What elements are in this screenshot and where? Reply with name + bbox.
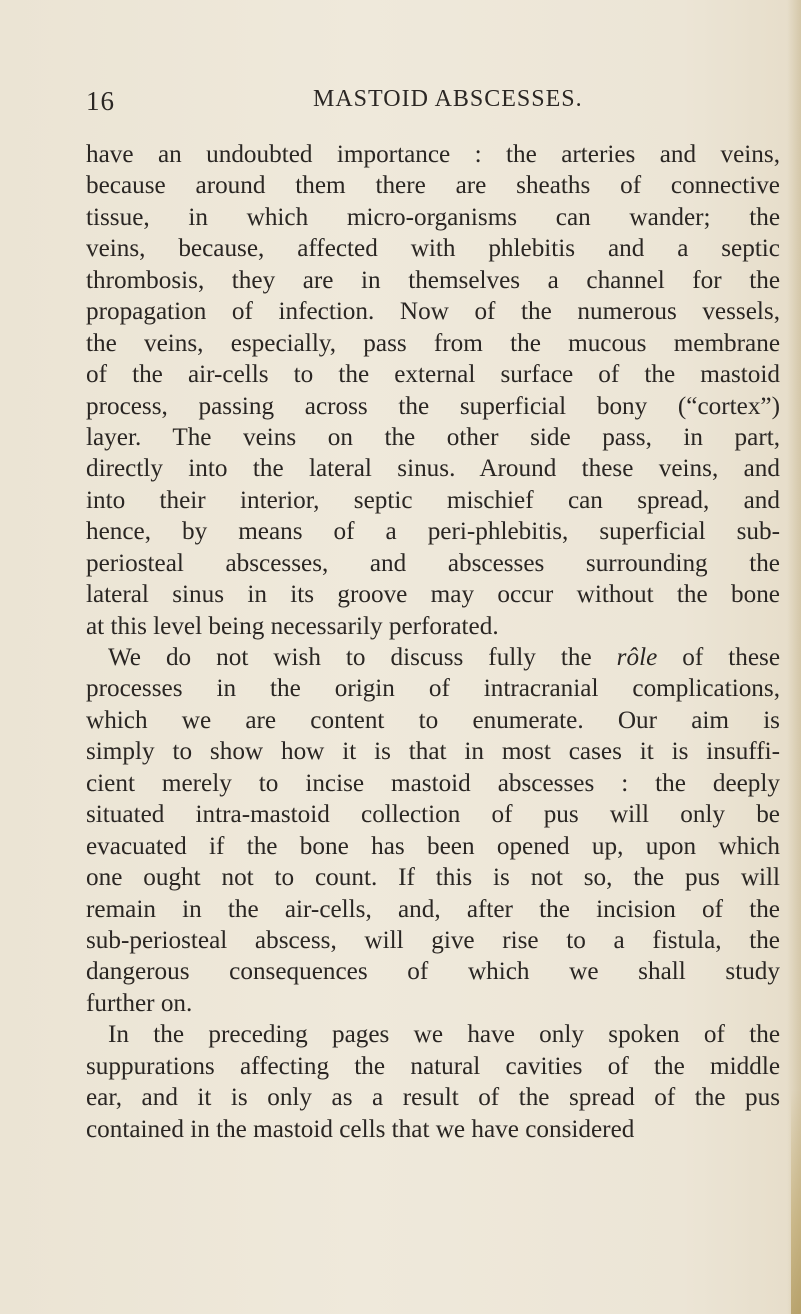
text-line: one ought not to count. If this is not so, the pus will bbox=[86, 864, 780, 892]
page-edge-stain bbox=[791, 1090, 801, 1314]
text-line: In the preceding pages we have only spoken of the bbox=[108, 1021, 780, 1049]
text-line: lateral sinus in its groove may occur without the bone bbox=[86, 581, 780, 609]
text-line: remain in the air-cells, and, after the incision of the bbox=[86, 895, 780, 923]
running-header bbox=[0, 86, 801, 126]
text-line: thrombosis, they are in themselves a channel for the bbox=[86, 266, 780, 294]
text-line: process, passing across the superficial bony (“cortex”) bbox=[86, 392, 780, 420]
text-line: dangerous consequences of which we shall study bbox=[86, 958, 780, 986]
text-line: processes in the origin of intracranial complications, bbox=[86, 675, 780, 703]
text-line: simply to show how it is that in most cases it is insuffi- bbox=[86, 738, 780, 766]
text-line: hence, by means of a peri-phlebitis, superficial sub- bbox=[86, 518, 780, 546]
text-line: into their interior, septic mischief can spread, and bbox=[86, 486, 780, 514]
text-line: which we are content to enumerate. Our aim is bbox=[86, 706, 780, 734]
italic-word: rôle bbox=[616, 644, 658, 671]
text-line: sub-periosteal abscess, will give rise to a fistula, the bbox=[86, 926, 780, 954]
text-line: directly into the lateral sinus. Around these veins, and bbox=[86, 455, 780, 483]
text-line: further on. bbox=[86, 989, 193, 1017]
text-line: ear, and it is only as a result of the spread of the pus bbox=[86, 1084, 780, 1112]
text-line: at this level being necessarily perforated. bbox=[86, 612, 499, 640]
text-line: contained in the mastoid cells that we have considered bbox=[86, 1115, 635, 1143]
text-line: suppurations affecting the natural cavities of the middle bbox=[86, 1052, 780, 1080]
text-line bbox=[86, 642, 780, 673]
text-line: periosteal abscesses, and abscesses surrounding the bbox=[86, 549, 780, 577]
text-line: cient merely to incise mastoid abscesses : the deeply bbox=[86, 769, 780, 797]
text-line: because around them there are sheaths of connective bbox=[86, 172, 780, 200]
text-line: layer. The veins on the other side pass, in part, bbox=[86, 423, 780, 451]
text-line: the veins, especially, pass from the mucous membrane bbox=[86, 329, 780, 357]
page-number: 16 bbox=[86, 86, 115, 116]
running-title: MASTOID ABSCESSES. bbox=[313, 86, 583, 112]
text-line: situated intra-mastoid collection of pus will only be bbox=[86, 801, 780, 829]
text-fragment: of these bbox=[682, 644, 781, 671]
text-fragment: We do not wish to discuss fully the bbox=[108, 644, 592, 671]
text-line: of the air-cells to the external surface of the mastoid bbox=[86, 361, 780, 389]
text-line: evacuated if the bone has been opened up, upon which bbox=[86, 832, 780, 860]
body-text bbox=[86, 139, 780, 1145]
text-line: veins, because, affected with phlebitis and a septic bbox=[86, 235, 780, 263]
text-line: have an undoubted importance : the arteries and veins, bbox=[86, 141, 780, 168]
text-line: tissue, in which micro-organisms can wander; the bbox=[86, 203, 780, 231]
text-line: propagation of infection. Now of the numerous vessels, bbox=[86, 298, 780, 326]
